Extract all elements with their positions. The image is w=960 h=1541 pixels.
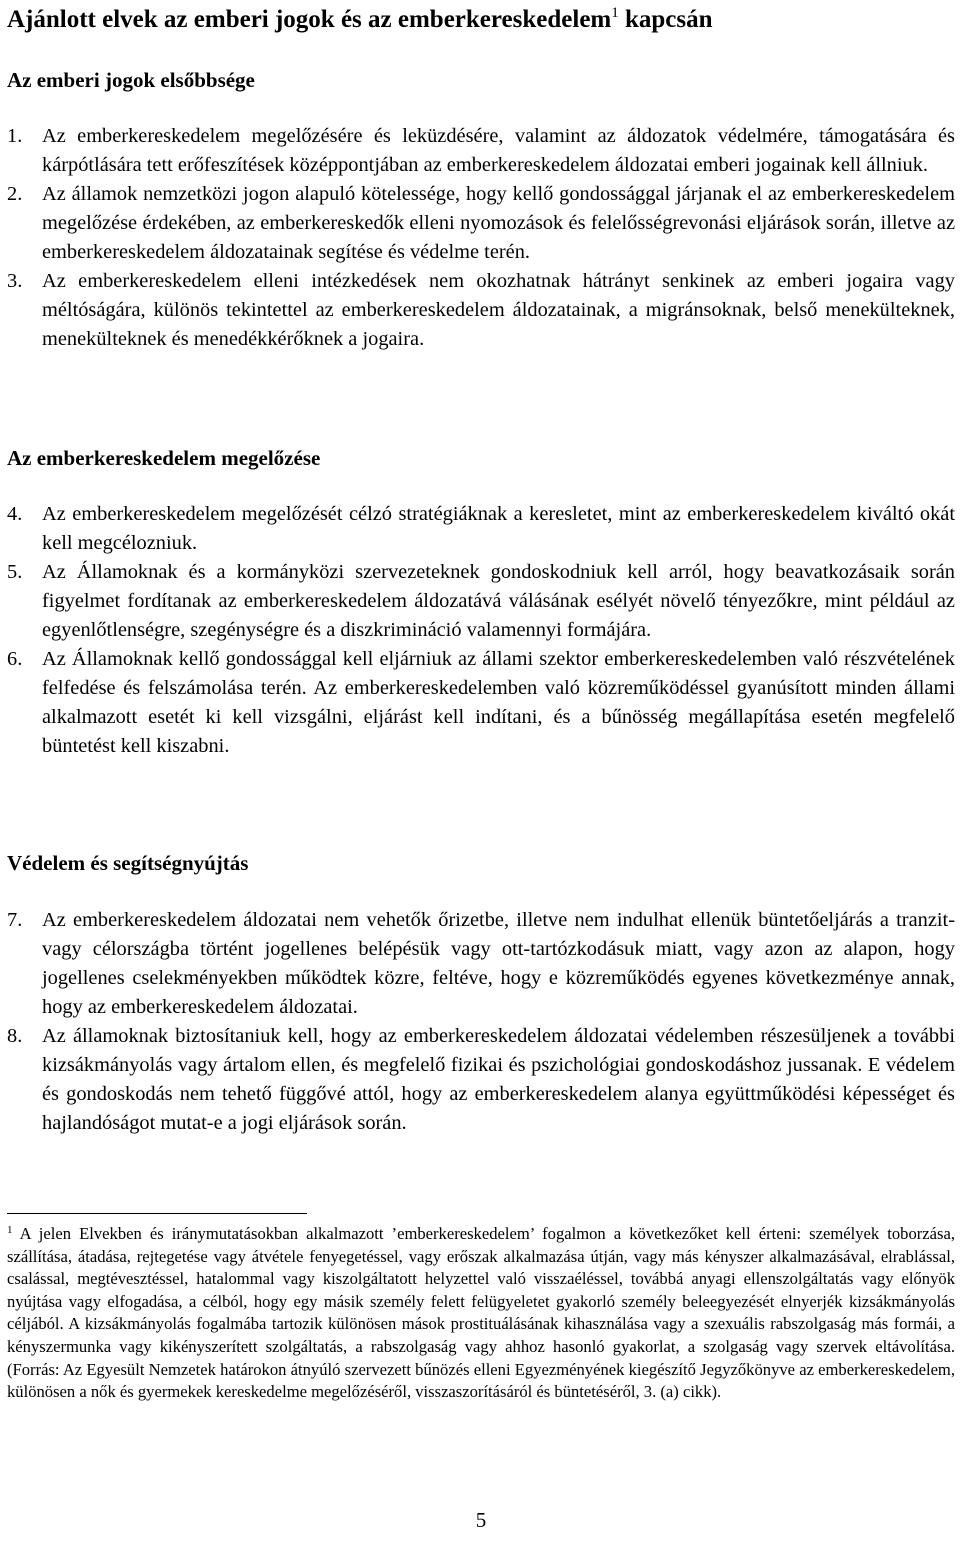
item-number: 7. [7, 909, 23, 931]
list-item [7, 500, 955, 558]
footnote-reference[interactable]: 1 [611, 5, 619, 21]
item-number: 3. [7, 270, 23, 292]
document-title-text: Ajánlott elvek az emberi jogok és az emberkereskedelem [7, 6, 612, 33]
item-number: 4. [7, 503, 23, 525]
item-number: 8. [7, 1025, 23, 1047]
list-item [7, 645, 955, 761]
item-number: 2. [7, 183, 23, 205]
footnote-divider [7, 1213, 307, 1214]
document-title-suffix: kapcsán [618, 6, 713, 33]
section-list-human-rights [7, 122, 955, 354]
footnote-marker: 1 [7, 1224, 13, 1236]
item-text: Az emberkereskedelem megelőzésére és leküzdésére, valamint az áldozatok védelmére, támogatására és kárpótlására tett erőfeszítések középpontjában az emberkereskedelem áldozatai emberi jogainak kell állniuk. [42, 125, 955, 176]
item-text: Az emberkereskedelem megelőzését célzó stratégiáknak a keresletet, mint az emberkereskedelem kiváltó okát kell megcélozniuk. [42, 503, 955, 554]
item-text: Az államoknak biztosítaniuk kell, hogy az emberkereskedelem áldozatai védelemben részesüljenek a további kizsákmányolás vagy ártalom ellen, és megfelelő fizikai és pszichológiai gondoskodáshoz jussanak. E védelem és gondoskodás nem tehető függővé attól, hogy az emberkereskedelem alanya együttműködési képességet és hajlandóságot mutat-e a jogi eljárások során. [42, 1025, 955, 1134]
section-heading-protection: Védelem és segítségnyújtás [7, 851, 249, 875]
item-number: 5. [7, 561, 23, 583]
list-item [7, 558, 955, 645]
item-number: 1. [7, 125, 23, 147]
footnote-text: A jelen Elvekben és iránymutatásokban alkalmazott ’emberkereskedelem’ fogalmon a következőket kell érteni: személyek toborzása, szállítása, átadása, rejtegetése vagy átvétele fenyegetéssel, vagy erőszak alkalmazása útján, vagy más kényszer alkalmazásával, elrablással, csalással, megtévesztéssel, hatalommal vagy kiszolgáltatott helyzettel való visszaéléssel, továbbá anyagi ellenszolgáltatás vagy előnyök nyújtása vagy elfogadása, a célból, hogy egy másik személy felett felügyeletet gyakorló személy beleegyezését elnyerjék kizsákmányolás céljából. A kizsákmányolás fogalmába tartozik különösen mások prostituálásának kihasználása vagy a szexuális rabszolgaság más formái, a kényszermunka vagy kikényszerített szolgáltatás, a rabszolgaság vagy ahhoz hasonló gyakorlat, a szolgaság vagy szervek eltávolítása. (Forrás: Az Egyesült Nemzetek határokon átnyúló szervezett bűnözés elleni Egyezményének kiegészítő Jegyzőkönyve az emberkereskedelem, különösen a nők és gyermekek kereskedelme megelőzéséről, visszaszorításáról és büntetéséről, 3. (a) cikk). [7, 1224, 955, 1402]
document-title [7, 4, 713, 36]
item-number: 6. [7, 648, 23, 670]
item-text: Az Államoknak kellő gondossággal kell eljárniuk az állami szektor emberkereskedelemben való részvételének felfedése és felszámolása terén. Az emberkereskedelemben való közreműködéssel gyanúsított minden állami alkalmazott esetét ki kell vizsgálni, eljárást kell indítani, és a bűnösség megállapítása esetén megfelelő büntetést kell kiszabni. [42, 648, 955, 757]
list-item [7, 122, 955, 180]
item-text: Az Államoknak és a kormányközi szervezeteknek gondoskodniuk kell arról, hogy beavatkozásaik során figyelmet fordítanak az emberkereskedelem áldozatává válásának esélyét növelő tényezőkre, mint például az egyenlőtlenségre, szegénységre és a diszkrimináció valamennyi formájára. [42, 561, 955, 641]
section-heading-prevention: Az emberkereskedelem megelőzése [7, 446, 321, 470]
footnote [7, 1223, 955, 1404]
page-number: 5 [475, 1508, 487, 1532]
list-item [7, 1022, 955, 1138]
section-heading-human-rights: Az emberi jogok elsőbbsége [7, 68, 255, 92]
list-item [7, 267, 955, 354]
item-text: Az emberkereskedelem áldozatai nem vehetők őrizetbe, illetve nem indulhat ellenük büntetőeljárás a tranzit- vagy célországba történt jogellenes belépésük vagy ott-tartózkodásuk miatt, vagy azon az alapon, hogy jogellenes cselekményekben működtek közre, feltéve, hogy e közreműködés egyenes következménye annak, hogy az emberkereskedelem áldozatai. [42, 909, 955, 1018]
section-list-protection [7, 906, 955, 1138]
item-text: Az államok nemzetközi jogon alapuló kötelessége, hogy kellő gondossággal járjanak el az emberkereskedelem megelőzése érdekében, az emberkereskedők elleni nyomozások és felelősségrevonási eljárások során, illetve az emberkereskedelem áldozatainak segítése és védelme terén. [42, 183, 955, 263]
list-item [7, 180, 955, 267]
section-list-prevention [7, 500, 955, 761]
item-text: Az emberkereskedelem elleni intézkedések nem okozhatnak hátrányt senkinek az emberi jogaira vagy méltóságára, különös tekintettel az emberkereskedelem áldozatainak, a migránsoknak, belső menekülteknek, menekülteknek és menedékkérőknek a jogaira. [42, 270, 955, 350]
list-item [7, 906, 955, 1022]
